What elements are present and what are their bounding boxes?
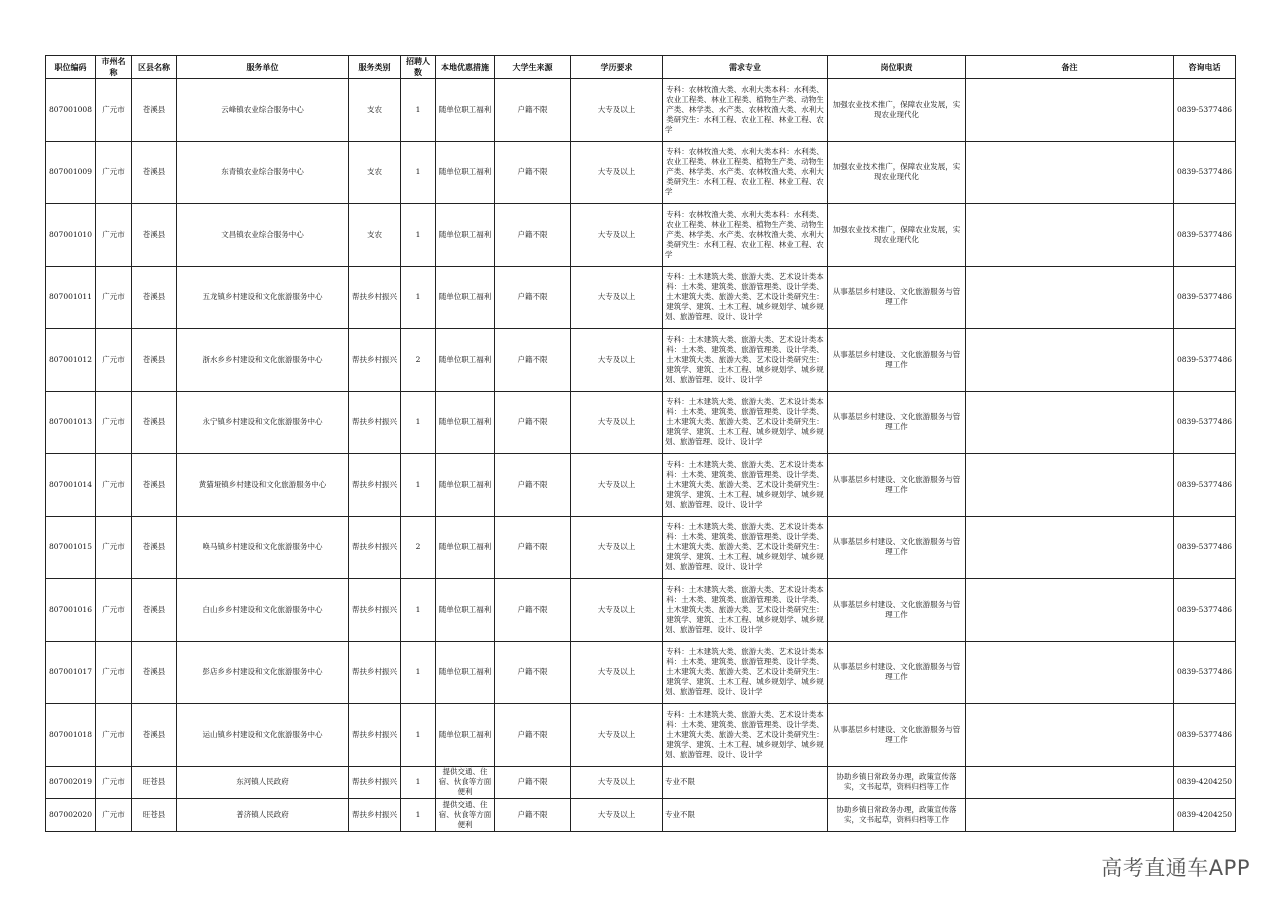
unit-cell: 东青镇农业综合服务中心 [177,141,349,204]
table-row [46,454,1236,517]
column-header: 学历要求 [571,56,663,79]
source-cell: 户籍不限 [495,704,571,767]
column-header: 大学生来源 [495,56,571,79]
county-cell: 苍溪县 [132,79,177,142]
unit-cell: 永宁镇乡村建设和文化旅游服务中心 [177,391,349,454]
table-row [46,266,1236,329]
recruitment-table [45,55,1236,832]
education-cell: 大专及以上 [571,516,663,579]
county-cell: 苍溪县 [132,391,177,454]
column-header: 服务类别 [349,56,401,79]
source-cell: 户籍不限 [495,799,571,832]
category-cell: 支农 [349,204,401,267]
major-cell: 专科：土木建筑大类、旅游大类、艺术设计类本科：土木类、建筑类、旅游管理类、设计学类、土木建筑大类、旅游大类、艺术设计类研究生：建筑学、建筑、土木工程、城乡规划学、城乡规划、旅游管理、设计、设计学 [663,579,828,642]
benefit-cell: 随单位职工福利 [436,329,495,392]
unit-cell: 黄猫垭镇乡村建设和文化旅游服务中心 [177,454,349,517]
phone-cell: 0839-5377486 [1174,329,1236,392]
benefit-cell: 随单位职工福利 [436,579,495,642]
unit-cell: 云峰镇农业综合服务中心 [177,79,349,142]
county-cell: 苍溪县 [132,329,177,392]
job-code-cell: 807001013 [46,391,96,454]
duty-cell: 加强农业技术推广，保障农业发展，实现农业现代化 [828,204,966,267]
note-cell [966,579,1174,642]
column-header: 岗位职责 [828,56,966,79]
job-code-cell: 807001010 [46,204,96,267]
city-cell: 广元市 [96,641,132,704]
table-body [46,79,1236,832]
job-code-cell: 807001008 [46,79,96,142]
job-code-cell: 807002019 [46,766,96,799]
count-cell: 1 [401,799,436,832]
benefit-cell: 随单位职工福利 [436,391,495,454]
county-cell: 苍溪县 [132,641,177,704]
table-row [46,516,1236,579]
unit-cell: 东河镇人民政府 [177,766,349,799]
duty-cell: 从事基层乡村建设、文化旅游服务与管理工作 [828,454,966,517]
note-cell [966,516,1174,579]
category-cell: 帮扶乡村振兴 [349,454,401,517]
duty-cell: 加强农业技术推广，保障农业发展，实现农业现代化 [828,79,966,142]
column-header: 服务单位 [177,56,349,79]
phone-cell: 0839-4204250 [1174,766,1236,799]
education-cell: 大专及以上 [571,799,663,832]
category-cell: 帮扶乡村振兴 [349,641,401,704]
count-cell: 1 [401,766,436,799]
major-cell: 专业不限 [663,799,828,832]
table-row [46,204,1236,267]
benefit-cell: 随单位职工福利 [436,141,495,204]
count-cell: 1 [401,391,436,454]
source-cell: 户籍不限 [495,641,571,704]
job-code-cell: 807001016 [46,579,96,642]
job-code-cell: 807001014 [46,454,96,517]
duty-cell: 加强农业技术推广，保障农业发展，实现农业现代化 [828,141,966,204]
column-header: 咨询电话 [1174,56,1236,79]
major-cell: 专科：农林牧渔大类、水利大类本科：水利类、农业工程类、林业工程类、植物生产类、动物生产类、林学类、水产类、农林牧渔大类、水利大类研究生：水利工程、农业工程、林业工程、农学 [663,204,828,267]
phone-cell: 0839-5377486 [1174,391,1236,454]
city-cell: 广元市 [96,266,132,329]
phone-cell: 0839-5377486 [1174,266,1236,329]
major-cell: 专科：土木建筑大类、旅游大类、艺术设计类本科：土木类、建筑类、旅游管理类、设计学类、土木建筑大类、旅游大类、艺术设计类研究生：建筑学、建筑、土木工程、城乡规划学、城乡规划、旅游管理、设计、设计学 [663,641,828,704]
note-cell [966,799,1174,832]
city-cell: 广元市 [96,799,132,832]
major-cell: 专科：土木建筑大类、旅游大类、艺术设计类本科：土木类、建筑类、旅游管理类、设计学类、土木建筑大类、旅游大类、艺术设计类研究生：建筑学、建筑、土木工程、城乡规划学、城乡规划、旅游管理、设计、设计学 [663,391,828,454]
note-cell [966,204,1174,267]
phone-cell: 0839-5377486 [1174,579,1236,642]
table-row [46,329,1236,392]
category-cell: 帮扶乡村振兴 [349,266,401,329]
note-cell [966,704,1174,767]
unit-cell: 白山乡乡村建设和文化旅游服务中心 [177,579,349,642]
source-cell: 户籍不限 [495,516,571,579]
note-cell [966,266,1174,329]
major-cell: 专科：土木建筑大类、旅游大类、艺术设计类本科：土木类、建筑类、旅游管理类、设计学类、土木建筑大类、旅游大类、艺术设计类研究生：建筑学、建筑、土木工程、城乡规划学、城乡规划、旅游管理、设计、设计学 [663,329,828,392]
note-cell [966,391,1174,454]
unit-cell: 彭店乡乡村建设和文化旅游服务中心 [177,641,349,704]
job-code-cell: 807001018 [46,704,96,767]
phone-cell: 0839-5377486 [1174,641,1236,704]
table-row [46,141,1236,204]
phone-cell: 0839-5377486 [1174,704,1236,767]
phone-cell: 0839-4204250 [1174,799,1236,832]
source-cell: 户籍不限 [495,141,571,204]
education-cell: 大专及以上 [571,704,663,767]
job-code-cell: 807001012 [46,329,96,392]
duty-cell: 协助乡镇日常政务办理，政策宣传落实，文书起草，资料归档等工作 [828,766,966,799]
source-cell: 户籍不限 [495,766,571,799]
source-cell: 户籍不限 [495,266,571,329]
city-cell: 广元市 [96,579,132,642]
table-row [46,641,1236,704]
count-cell: 1 [401,204,436,267]
major-cell: 专科：土木建筑大类、旅游大类、艺术设计类本科：土木类、建筑类、旅游管理类、设计学类、土木建筑大类、旅游大类、艺术设计类研究生：建筑学、建筑、土木工程、城乡规划学、城乡规划、旅游管理、设计、设计学 [663,266,828,329]
table-row [46,79,1236,142]
table-row [46,704,1236,767]
duty-cell: 从事基层乡村建设、文化旅游服务与管理工作 [828,704,966,767]
duty-cell: 从事基层乡村建设、文化旅游服务与管理工作 [828,266,966,329]
table-row [46,579,1236,642]
city-cell: 广元市 [96,516,132,579]
city-cell: 广元市 [96,766,132,799]
count-cell: 1 [401,454,436,517]
count-cell: 1 [401,579,436,642]
city-cell: 广元市 [96,141,132,204]
city-cell: 广元市 [96,391,132,454]
category-cell: 帮扶乡村振兴 [349,799,401,832]
table-row [46,799,1236,832]
phone-cell: 0839-5377486 [1174,204,1236,267]
source-cell: 户籍不限 [495,79,571,142]
county-cell: 苍溪县 [132,266,177,329]
job-code-cell: 807001009 [46,141,96,204]
county-cell: 苍溪县 [132,516,177,579]
unit-cell: 运山镇乡村建设和文化旅游服务中心 [177,704,349,767]
source-cell: 户籍不限 [495,391,571,454]
job-code-cell: 807002020 [46,799,96,832]
education-cell: 大专及以上 [571,329,663,392]
county-cell: 苍溪县 [132,141,177,204]
education-cell: 大专及以上 [571,454,663,517]
education-cell: 大专及以上 [571,641,663,704]
unit-cell: 浙水乡乡村建设和文化旅游服务中心 [177,329,349,392]
category-cell: 支农 [349,79,401,142]
city-cell: 广元市 [96,204,132,267]
category-cell: 帮扶乡村振兴 [349,579,401,642]
source-cell: 户籍不限 [495,204,571,267]
source-cell: 户籍不限 [495,329,571,392]
job-code-cell: 807001011 [46,266,96,329]
county-cell: 苍溪县 [132,204,177,267]
unit-cell: 文昌镇农业综合服务中心 [177,204,349,267]
duty-cell: 从事基层乡村建设、文化旅游服务与管理工作 [828,329,966,392]
county-cell: 苍溪县 [132,579,177,642]
category-cell: 帮扶乡村振兴 [349,516,401,579]
count-cell: 2 [401,516,436,579]
major-cell: 专业不限 [663,766,828,799]
education-cell: 大专及以上 [571,79,663,142]
category-cell: 帮扶乡村振兴 [349,391,401,454]
city-cell: 广元市 [96,454,132,517]
note-cell [966,641,1174,704]
column-header: 需求专业 [663,56,828,79]
benefit-cell: 随单位职工福利 [436,516,495,579]
city-cell: 广元市 [96,79,132,142]
table-header-row [46,56,1236,79]
note-cell [966,141,1174,204]
benefit-cell: 随单位职工福利 [436,454,495,517]
benefit-cell: 随单位职工福利 [436,641,495,704]
job-code-cell: 807001017 [46,641,96,704]
major-cell: 专科：土木建筑大类、旅游大类、艺术设计类本科：土木类、建筑类、旅游管理类、设计学类、土木建筑大类、旅游大类、艺术设计类研究生：建筑学、建筑、土木工程、城乡规划学、城乡规划、旅游管理、设计、设计学 [663,516,828,579]
benefit-cell: 随单位职工福利 [436,266,495,329]
count-cell: 1 [401,641,436,704]
column-header: 职位编码 [46,56,96,79]
phone-cell: 0839-5377486 [1174,516,1236,579]
phone-cell: 0839-5377486 [1174,454,1236,517]
category-cell: 帮扶乡村振兴 [349,329,401,392]
city-cell: 广元市 [96,329,132,392]
education-cell: 大专及以上 [571,391,663,454]
duty-cell: 从事基层乡村建设、文化旅游服务与管理工作 [828,516,966,579]
job-code-cell: 807001015 [46,516,96,579]
column-header: 备注 [966,56,1174,79]
column-header: 市州名称 [96,56,132,79]
source-cell: 户籍不限 [495,454,571,517]
count-cell: 1 [401,266,436,329]
unit-cell: 唤马镇乡村建设和文化旅游服务中心 [177,516,349,579]
education-cell: 大专及以上 [571,141,663,204]
phone-cell: 0839-5377486 [1174,141,1236,204]
benefit-cell: 随单位职工福利 [436,79,495,142]
table-row [46,391,1236,454]
category-cell: 帮扶乡村振兴 [349,766,401,799]
watermark-text: 高考直通车APP [1101,856,1250,880]
note-cell [966,766,1174,799]
county-cell: 旺苍县 [132,766,177,799]
duty-cell: 从事基层乡村建设、文化旅游服务与管理工作 [828,391,966,454]
city-cell: 广元市 [96,704,132,767]
phone-cell: 0839-5377486 [1174,79,1236,142]
education-cell: 大专及以上 [571,204,663,267]
benefit-cell: 提供交通、住宿、伙食等方面便利 [436,799,495,832]
county-cell: 苍溪县 [132,704,177,767]
duty-cell: 从事基层乡村建设、文化旅游服务与管理工作 [828,641,966,704]
major-cell: 专科：土木建筑大类、旅游大类、艺术设计类本科：土木类、建筑类、旅游管理类、设计学类、土木建筑大类、旅游大类、艺术设计类研究生：建筑学、建筑、土木工程、城乡规划学、城乡规划、旅游管理、设计、设计学 [663,704,828,767]
column-header: 招聘人数 [401,56,436,79]
county-cell: 旺苍县 [132,799,177,832]
count-cell: 2 [401,329,436,392]
major-cell: 专科：农林牧渔大类、水利大类本科：水利类、农业工程类、林业工程类、植物生产类、动物生产类、林学类、水产类、农林牧渔大类、水利大类研究生：水利工程、农业工程、林业工程、农学 [663,79,828,142]
count-cell: 1 [401,704,436,767]
benefit-cell: 随单位职工福利 [436,204,495,267]
major-cell: 专科：土木建筑大类、旅游大类、艺术设计类本科：土木类、建筑类、旅游管理类、设计学类、土木建筑大类、旅游大类、艺术设计类研究生：建筑学、建筑、土木工程、城乡规划学、城乡规划、旅游管理、设计、设计学 [663,454,828,517]
column-header: 本地优惠措施 [436,56,495,79]
column-header: 区县名称 [132,56,177,79]
education-cell: 大专及以上 [571,766,663,799]
table-row [46,766,1236,799]
duty-cell: 协助乡镇日常政务办理，政策宣传落实，文书起草，资料归档等工作 [828,799,966,832]
count-cell: 1 [401,79,436,142]
county-cell: 苍溪县 [132,454,177,517]
category-cell: 帮扶乡村振兴 [349,704,401,767]
duty-cell: 从事基层乡村建设、文化旅游服务与管理工作 [828,579,966,642]
note-cell [966,79,1174,142]
note-cell [966,329,1174,392]
education-cell: 大专及以上 [571,579,663,642]
category-cell: 支农 [349,141,401,204]
education-cell: 大专及以上 [571,266,663,329]
source-cell: 户籍不限 [495,579,571,642]
benefit-cell: 随单位职工福利 [436,704,495,767]
major-cell: 专科：农林牧渔大类、水利大类本科：水利类、农业工程类、林业工程类、植物生产类、动物生产类、林学类、水产类、农林牧渔大类、水利大类研究生：水利工程、农业工程、林业工程、农学 [663,141,828,204]
unit-cell: 五龙镇乡村建设和文化旅游服务中心 [177,266,349,329]
benefit-cell: 提供交通、住宿、伙食等方面便利 [436,766,495,799]
unit-cell: 普济镇人民政府 [177,799,349,832]
note-cell [966,454,1174,517]
count-cell: 1 [401,141,436,204]
